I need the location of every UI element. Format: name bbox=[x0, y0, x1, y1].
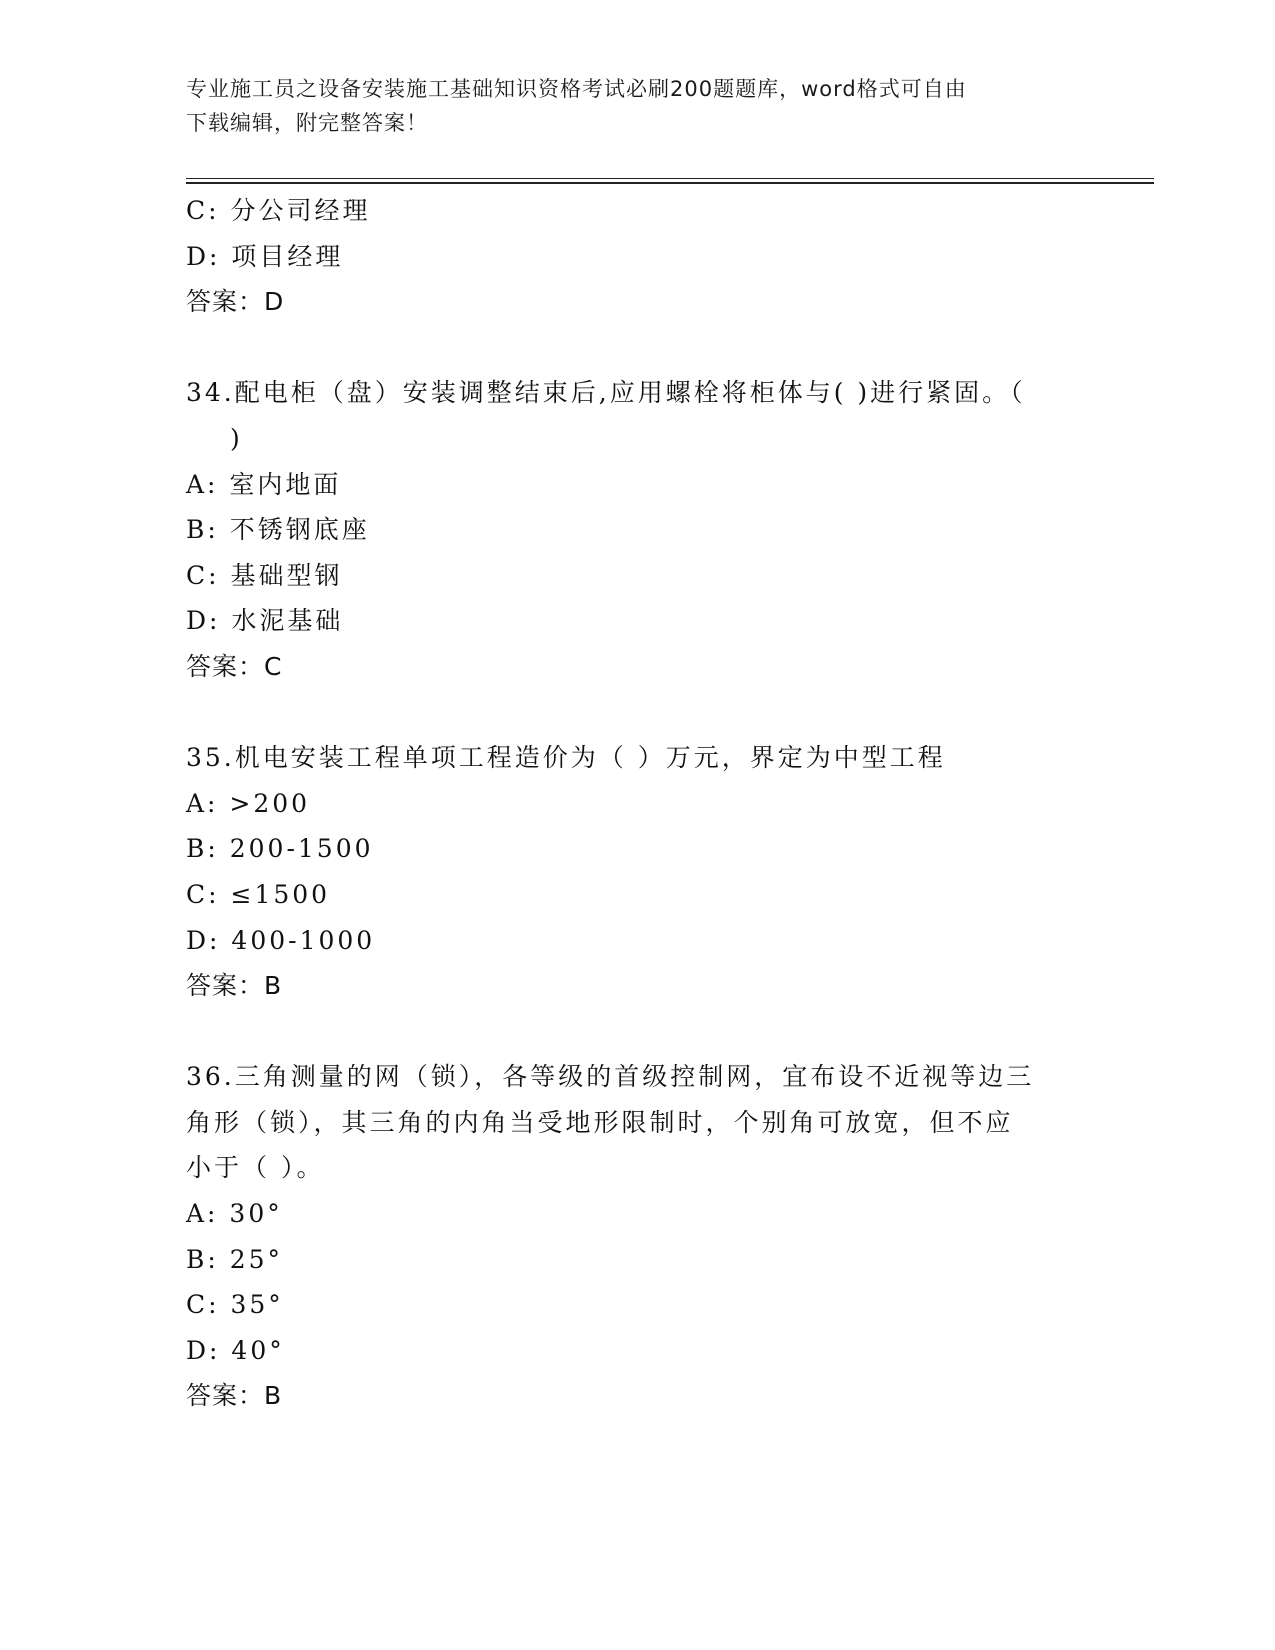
option-c: C: 基础型钢 bbox=[186, 560, 343, 590]
question-35 bbox=[186, 735, 1086, 1009]
spacer bbox=[186, 1009, 1086, 1055]
header-rule-thin bbox=[186, 178, 1154, 179]
question-text: 36.三角测量的网（锁），各等级的首级控制网，宜布设不近视等边三 bbox=[186, 1062, 1035, 1092]
spacer bbox=[186, 690, 1086, 736]
answer-line: 答案：B bbox=[186, 1381, 283, 1411]
header-rule-thick bbox=[186, 182, 1154, 184]
option-a: A: 室内地面 bbox=[186, 469, 342, 499]
question-34 bbox=[186, 370, 1086, 689]
option-a: A: >200 bbox=[186, 788, 311, 818]
option-a: A: 30° bbox=[186, 1199, 283, 1229]
option-d: D: 40° bbox=[186, 1335, 285, 1365]
answer-line: 答案：B bbox=[186, 971, 283, 1001]
question-content bbox=[186, 188, 1086, 1419]
question-text-continued: 角形（锁），其三角的内角当受地形限制时，个别角可放宽，但不应 bbox=[186, 1107, 1014, 1137]
option-c: C: ≤1500 bbox=[186, 879, 331, 909]
header-line-2: 下载编辑，附完整答案！ bbox=[186, 111, 428, 135]
option-c: C: 分公司经理 bbox=[186, 196, 371, 225]
question-text: 35.机电安装工程单项工程造价为（ ）万元，界定为中型工程 bbox=[186, 743, 946, 773]
question-text-continued: ) bbox=[230, 423, 243, 453]
prev-question-block bbox=[186, 188, 1086, 325]
option-b: B: 不锈钢底座 bbox=[186, 515, 370, 545]
option-b: B: 200-1500 bbox=[186, 834, 374, 864]
question-text: 34.配电柜（盘）安装调整结束后,应用螺栓将柜体与( )进行紧固。（ bbox=[186, 378, 1026, 408]
option-b: B: 25° bbox=[186, 1244, 284, 1274]
option-c: C: 35° bbox=[186, 1290, 284, 1320]
document-header bbox=[186, 72, 1066, 140]
option-d: D: 400-1000 bbox=[186, 925, 376, 955]
header-line-1: 专业施工员之设备安装施工基础知识资格考试必刷200题题库，word格式可自由 bbox=[186, 77, 967, 101]
answer-line: 答案：C bbox=[186, 651, 283, 681]
option-d: D: 项目经理 bbox=[186, 241, 344, 271]
spacer bbox=[186, 325, 1086, 371]
question-36 bbox=[186, 1054, 1086, 1419]
answer-line: 答案：D bbox=[186, 287, 285, 317]
option-d: D: 水泥基础 bbox=[186, 606, 344, 636]
question-text-continued: 小于（ ）。 bbox=[186, 1153, 325, 1183]
